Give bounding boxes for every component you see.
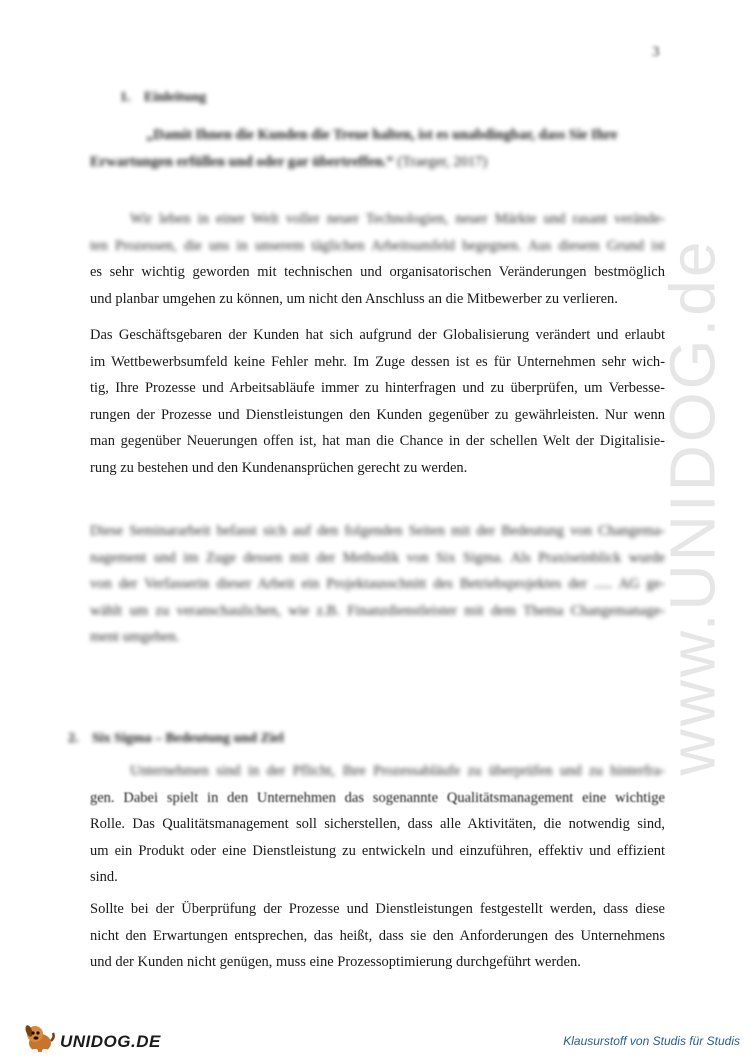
paragraph-line: rungen der Prozesse und Dienstleistungen den Kunden gegenüber zu gewährleisten. Nur wenn: [90, 406, 665, 423]
quote-text: Erwartungen erfüllen und oder gar übertreffen.“: [90, 154, 394, 170]
paragraph-line: nagement und im Zuge dessen mit der Methodik von Six Sigma. Als Praxiseinblick wurde: [90, 549, 665, 566]
paragraph-line: von der Verfasserin dieser Arbeit ein Projektausschnitt des Betriebsprojektes der ..... AG ge-: [90, 576, 665, 592]
quote-citation: (Traeger, 2017): [397, 154, 488, 170]
section-number: 2.: [68, 731, 79, 746]
paragraph: [90, 322, 665, 481]
section-number: 1.: [120, 90, 131, 105]
paragraph-line: wählt um zu veranschaulichen, wie z.B. Finanzdienstleister mit dem Thema Changemanage-: [90, 602, 665, 619]
quote-line: „Damit Ihnen die Kunden die Treue halten, ist es unabdingbar, dass Sie Ihre: [146, 127, 618, 143]
logo-text: UNIDOG.DE: [60, 1032, 161, 1051]
paragraph-line: es sehr wichtig geworden mit technischen und organisatorischen Veränderungen bestmöglich: [90, 264, 665, 280]
paragraph: [90, 896, 665, 976]
unidog-logo: [22, 1020, 161, 1056]
paragraph-line: Sollte bei der Überprüfung der Prozesse und Dienstleistungen festgestellt werden, dass diese: [90, 901, 665, 917]
paragraph-line: sind.: [90, 869, 118, 885]
section-title: Einleitung: [144, 90, 207, 105]
intro-quote: [90, 122, 650, 176]
footer-slogan: Klausurstoff von Studis für Studis: [563, 1034, 740, 1048]
paragraph-line: Unternehmen sind in der Pflicht, Ihre Prozessabläufe zu überprüfen und zu hinterfra-: [130, 763, 665, 779]
paragraph-line: um ein Produkt oder eine Dienstleistung zu entwickeln und einzuführen, effektiv und effizient: [90, 842, 665, 859]
paragraph-line: im Wettbewerbsumfeld keine Fehler mehr. Im Zuge dessen ist es für Unternehmen sehr wich-: [90, 353, 665, 370]
paragraph-line: man gegenüber Neuerungen offen ist, hat man die Chance in der schellen Welt der Digitalisie-: [90, 433, 665, 449]
quote-line: [90, 149, 650, 176]
paragraph-line: Das Geschäftsgebaren der Kunden hat sich aufgrund der Globalisierung verändert und erlaubt: [90, 327, 665, 343]
paragraph-line: gen. Dabei spielt in den Unternehmen das sogenannte Qualitätsmanagement eine wichtige: [90, 789, 665, 806]
paragraph-line: rung zu bestehen und den Kundenansprüchen gerecht zu werden.: [90, 459, 468, 476]
paragraph-line: Rolle. Das Qualitätsmanagement soll sicherstellen, dass alle Aktivitäten, die notwendig sind,: [90, 816, 665, 832]
page-number: 3: [652, 44, 660, 60]
dog-mascot-icon: [22, 1021, 56, 1055]
paragraph-line: und planbar umgehen zu können, um nicht den Anschluss an die Mitbewerber zu verlieren.: [90, 290, 618, 307]
paragraph-line: ten Prozessen, die uns in unserem täglichen Arbeitsumfeld begegnen. Aus diesem Grund ist: [90, 237, 665, 254]
paragraph: [90, 758, 665, 891]
paragraph-line: Diese Seminararbeit befasst sich auf den folgenden Seiten mit der Bedeutung von Changema-: [90, 523, 665, 539]
section-heading-1: [120, 90, 206, 106]
paragraph-line: und der Kunden nicht genügen, muss eine Prozessoptimierung durchgeführt werden.: [90, 954, 581, 970]
paragraph-line: tig, Ihre Prozesse und Arbeitsabläufe immer zu hinterfragen und zu überprüfen, um Verbesse-: [90, 380, 665, 396]
section-title: Six Sigma – Bedeutung und Ziel: [92, 731, 284, 746]
paragraph-line: ment umgehen.: [90, 629, 180, 645]
section-heading-2: [68, 731, 284, 747]
paragraph: [90, 518, 665, 651]
paragraph: [90, 206, 665, 312]
paragraph-line: nicht den Erwartungen entsprechen, das heißt, dass sie den Anforderungen des Unternehmens: [90, 927, 665, 944]
paragraph-line: Wir leben in einer Welt voller neuer Technologien, neuer Märkte und rasant verände-: [130, 211, 665, 227]
watermark-text: www.UNIDOG.de: [656, 238, 728, 776]
